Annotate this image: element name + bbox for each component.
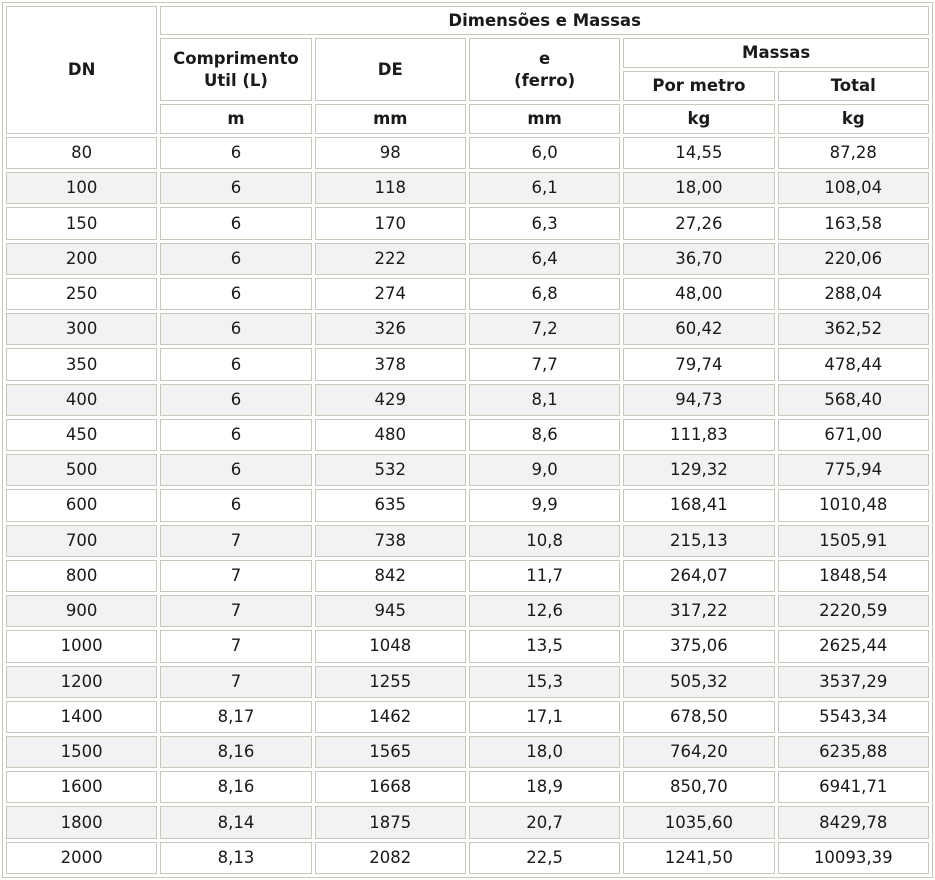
cell-e: 11,7 xyxy=(469,560,620,592)
cell-por-metro: 79,74 xyxy=(623,348,774,380)
cell-de: 1255 xyxy=(315,666,466,698)
cell-e: 12,6 xyxy=(469,595,620,627)
cell-total: 1505,91 xyxy=(778,525,929,557)
cell-e: 13,5 xyxy=(469,630,620,662)
cell-comprimento: 6 xyxy=(160,207,311,239)
cell-por-metro: 678,50 xyxy=(623,701,774,733)
cell-total: 568,40 xyxy=(778,384,929,416)
cell-de: 378 xyxy=(315,348,466,380)
cell-por-metro: 317,22 xyxy=(623,595,774,627)
cell-dn: 1800 xyxy=(6,806,157,838)
cell-total: 163,58 xyxy=(778,207,929,239)
cell-de: 170 xyxy=(315,207,466,239)
cell-de: 326 xyxy=(315,313,466,345)
cell-total: 108,04 xyxy=(778,172,929,204)
cell-por-metro: 1241,50 xyxy=(623,842,774,874)
cell-e: 7,7 xyxy=(469,348,620,380)
table-row xyxy=(6,454,929,486)
cell-de: 2082 xyxy=(315,842,466,874)
cell-por-metro: 850,70 xyxy=(623,771,774,803)
cell-e: 17,1 xyxy=(469,701,620,733)
cell-total: 10093,39 xyxy=(778,842,929,874)
cell-de: 480 xyxy=(315,419,466,451)
cell-total: 362,52 xyxy=(778,313,929,345)
cell-dn: 350 xyxy=(6,348,157,380)
cell-de: 842 xyxy=(315,560,466,592)
cell-comprimento: 6 xyxy=(160,348,311,380)
header-e-line1: e xyxy=(538,48,551,68)
cell-comprimento: 6 xyxy=(160,172,311,204)
cell-por-metro: 48,00 xyxy=(623,278,774,310)
cell-total: 671,00 xyxy=(778,419,929,451)
cell-de: 1462 xyxy=(315,701,466,733)
cell-de: 274 xyxy=(315,278,466,310)
cell-dn: 700 xyxy=(6,525,157,557)
cell-comprimento: 6 xyxy=(160,454,311,486)
cell-e: 6,3 xyxy=(469,207,620,239)
header-comprimento-line2: Util (L) xyxy=(204,70,268,90)
cell-de: 98 xyxy=(315,137,466,169)
cell-comprimento: 6 xyxy=(160,419,311,451)
cell-dn: 1400 xyxy=(6,701,157,733)
table-row xyxy=(6,736,929,768)
cell-dn: 80 xyxy=(6,137,157,169)
cell-total: 87,28 xyxy=(778,137,929,169)
cell-total: 3537,29 xyxy=(778,666,929,698)
table-row xyxy=(6,419,929,451)
cell-comprimento: 8,16 xyxy=(160,771,311,803)
cell-por-metro: 1035,60 xyxy=(623,806,774,838)
cell-de: 635 xyxy=(315,489,466,521)
header-massas: Massas xyxy=(623,38,929,68)
cell-comprimento: 6 xyxy=(160,243,311,275)
cell-dn: 300 xyxy=(6,313,157,345)
cell-e: 9,9 xyxy=(469,489,620,521)
cell-por-metro: 505,32 xyxy=(623,666,774,698)
cell-e: 18,0 xyxy=(469,736,620,768)
cell-por-metro: 215,13 xyxy=(623,525,774,557)
cell-e: 18,9 xyxy=(469,771,620,803)
unit-comprimento: m xyxy=(160,104,311,134)
cell-comprimento: 8,16 xyxy=(160,736,311,768)
cell-por-metro: 111,83 xyxy=(623,419,774,451)
cell-dn: 100 xyxy=(6,172,157,204)
cell-comprimento: 6 xyxy=(160,278,311,310)
cell-por-metro: 18,00 xyxy=(623,172,774,204)
header-e-line2: (ferro) xyxy=(514,70,576,90)
table-row xyxy=(6,384,929,416)
cell-e: 6,8 xyxy=(469,278,620,310)
cell-de: 738 xyxy=(315,525,466,557)
cell-comprimento: 8,13 xyxy=(160,842,311,874)
cell-dn: 1000 xyxy=(6,630,157,662)
cell-comprimento: 7 xyxy=(160,666,311,698)
header-dn: DN xyxy=(6,6,157,134)
cell-total: 288,04 xyxy=(778,278,929,310)
cell-por-metro: 264,07 xyxy=(623,560,774,592)
cell-e: 6,4 xyxy=(469,243,620,275)
cell-e: 6,1 xyxy=(469,172,620,204)
cell-total: 1010,48 xyxy=(778,489,929,521)
cell-de: 1565 xyxy=(315,736,466,768)
cell-comprimento: 6 xyxy=(160,313,311,345)
cell-por-metro: 94,73 xyxy=(623,384,774,416)
cell-comprimento: 7 xyxy=(160,595,311,627)
cell-e: 15,3 xyxy=(469,666,620,698)
cell-de: 118 xyxy=(315,172,466,204)
table-row xyxy=(6,313,929,345)
cell-de: 532 xyxy=(315,454,466,486)
cell-dn: 500 xyxy=(6,454,157,486)
dimensions-mass-table xyxy=(2,2,933,878)
cell-total: 6235,88 xyxy=(778,736,929,768)
table-row xyxy=(6,701,929,733)
table-row xyxy=(6,525,929,557)
header-comprimento-line1: Comprimento xyxy=(173,48,299,68)
table-row xyxy=(6,243,929,275)
header-de: DE xyxy=(315,38,466,101)
header-group-dimensoes-massas: Dimensões e Massas xyxy=(160,6,929,35)
header-total: Total xyxy=(778,71,929,101)
cell-por-metro: 764,20 xyxy=(623,736,774,768)
cell-total: 8429,78 xyxy=(778,806,929,838)
cell-e: 22,5 xyxy=(469,842,620,874)
unit-total: kg xyxy=(778,104,929,134)
cell-de: 1048 xyxy=(315,630,466,662)
table-row xyxy=(6,348,929,380)
cell-total: 2220,59 xyxy=(778,595,929,627)
table-row xyxy=(6,489,929,521)
cell-total: 5543,34 xyxy=(778,701,929,733)
cell-comprimento: 8,14 xyxy=(160,806,311,838)
cell-dn: 1200 xyxy=(6,666,157,698)
header-por-metro: Por metro xyxy=(623,71,774,101)
cell-dn: 150 xyxy=(6,207,157,239)
cell-dn: 450 xyxy=(6,419,157,451)
cell-por-metro: 60,42 xyxy=(623,313,774,345)
table-row xyxy=(6,172,929,204)
cell-total: 220,06 xyxy=(778,243,929,275)
table-row xyxy=(6,771,929,803)
cell-dn: 1600 xyxy=(6,771,157,803)
table-row xyxy=(6,278,929,310)
cell-e: 6,0 xyxy=(469,137,620,169)
cell-e: 20,7 xyxy=(469,806,620,838)
cell-comprimento: 6 xyxy=(160,137,311,169)
cell-e: 8,6 xyxy=(469,419,620,451)
unit-por-metro: kg xyxy=(623,104,774,134)
cell-de: 222 xyxy=(315,243,466,275)
table-row xyxy=(6,630,929,662)
table-row xyxy=(6,806,929,838)
table-row xyxy=(6,595,929,627)
cell-comprimento: 8,17 xyxy=(160,701,311,733)
cell-de: 945 xyxy=(315,595,466,627)
cell-total: 478,44 xyxy=(778,348,929,380)
cell-por-metro: 27,26 xyxy=(623,207,774,239)
cell-total: 6941,71 xyxy=(778,771,929,803)
cell-de: 1668 xyxy=(315,771,466,803)
header-comprimento xyxy=(160,38,311,101)
cell-dn: 1500 xyxy=(6,736,157,768)
table-row xyxy=(6,842,929,874)
cell-dn: 600 xyxy=(6,489,157,521)
cell-por-metro: 14,55 xyxy=(623,137,774,169)
cell-dn: 800 xyxy=(6,560,157,592)
cell-e: 7,2 xyxy=(469,313,620,345)
cell-de: 1875 xyxy=(315,806,466,838)
unit-e: mm xyxy=(469,104,620,134)
cell-por-metro: 168,41 xyxy=(623,489,774,521)
cell-por-metro: 375,06 xyxy=(623,630,774,662)
cell-total: 1848,54 xyxy=(778,560,929,592)
cell-dn: 2000 xyxy=(6,842,157,874)
cell-total: 775,94 xyxy=(778,454,929,486)
cell-comprimento: 6 xyxy=(160,489,311,521)
cell-comprimento: 7 xyxy=(160,525,311,557)
cell-total: 2625,44 xyxy=(778,630,929,662)
cell-dn: 400 xyxy=(6,384,157,416)
cell-por-metro: 36,70 xyxy=(623,243,774,275)
cell-comprimento: 7 xyxy=(160,560,311,592)
cell-comprimento: 6 xyxy=(160,384,311,416)
cell-dn: 900 xyxy=(6,595,157,627)
cell-e: 9,0 xyxy=(469,454,620,486)
table-row xyxy=(6,207,929,239)
cell-e: 8,1 xyxy=(469,384,620,416)
cell-dn: 250 xyxy=(6,278,157,310)
table-body xyxy=(6,137,929,874)
header-e-ferro xyxy=(469,38,620,101)
table-row xyxy=(6,560,929,592)
table-row xyxy=(6,666,929,698)
cell-dn: 200 xyxy=(6,243,157,275)
cell-e: 10,8 xyxy=(469,525,620,557)
cell-por-metro: 129,32 xyxy=(623,454,774,486)
table-row xyxy=(6,137,929,169)
cell-de: 429 xyxy=(315,384,466,416)
cell-comprimento: 7 xyxy=(160,630,311,662)
unit-de: mm xyxy=(315,104,466,134)
